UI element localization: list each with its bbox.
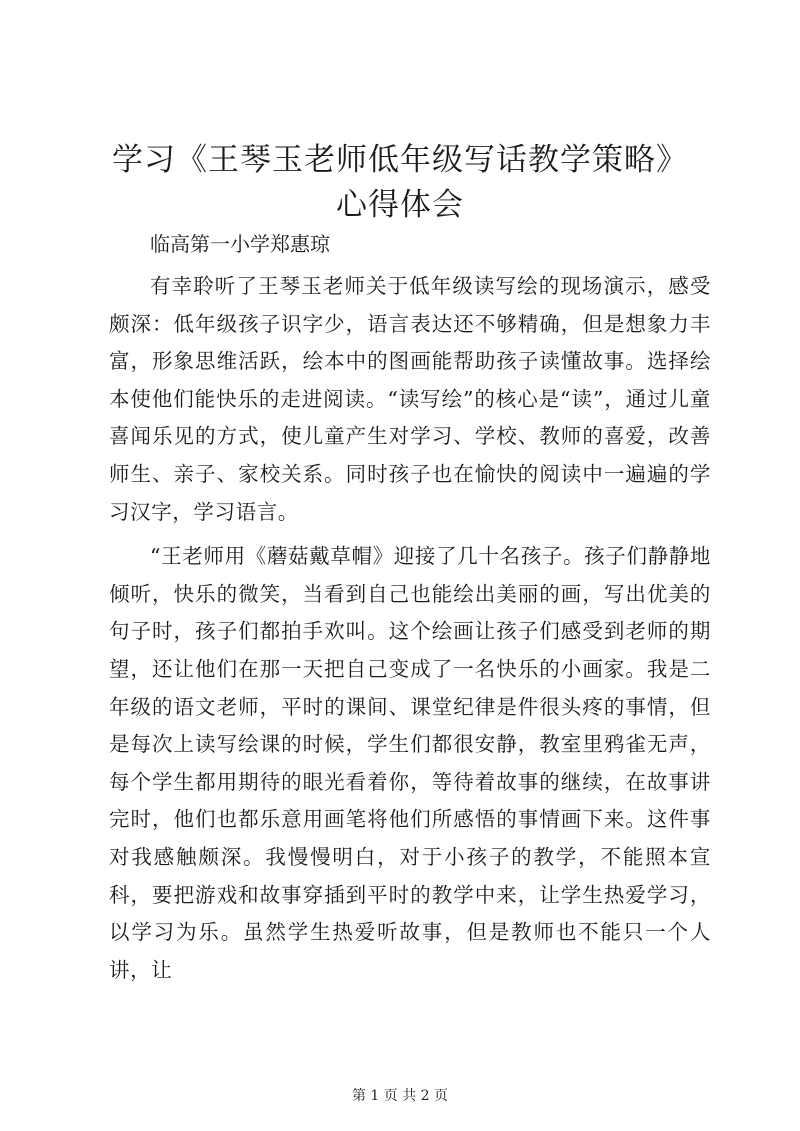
document-body [109, 268, 711, 996]
paragraph: “王老师用《蘑菇戴草帽》迎接了几十名孩子。孩子们静静地倾听，快乐的微笑，当看到自己也能绘出美丽的画，写出优美的句子时，孩子们都拍手欢叫。这个绘画让孩子们感受到老师的期望，还让他们在那一天把自己变成了一名快乐的小画家。我是二年级的语文老师，平时的课间、课堂纪律是件很头疼的事情，但是每次上读写绘课的时候，学生们都很安静，教室里鸦雀无声，每个学生都用期待的眼光看着你，等待着故事的继续，在故事讲完时，他们也都乐意用画笔将他们所感悟的事情画下来。这件事对我感触颇深。我慢慢明白，对于小孩子的教学，不能照本宣科，要把游戏和故事穿插到平时的教学中来，让学生热爱学习，以学习为乐。虽然学生热爱听故事，但是教师也不能只一个人讲，让 [109, 544, 711, 982]
page-footer: 第 1 页 共 2 页 [351, 1088, 449, 1104]
document-title: 学习《王琴玉老师低年级写话教学策略》心得体会 [112, 142, 688, 223]
paragraph: 有幸聆听了王琴玉老师关于低年级读写绘的现场演示，感受颇深：低年级孩子识字少，语言表达还不够精确，但是想象力丰富，形象思维活跃，绘本中的图画能帮助孩子读懂故事。选择绘本使他们能快乐的走进阅读。“读写绘”的核心是“读”，通过儿童喜闻乐见的方式，使儿童产生对学习、学校、教师的喜爱，改善师生、亲子、家校关系。同时孩子也在愉快的阅读中一遍遍的学习汉字，学习语言。 [109, 274, 711, 524]
author-line: 临高第一小学郑惠琼 [150, 232, 330, 256]
